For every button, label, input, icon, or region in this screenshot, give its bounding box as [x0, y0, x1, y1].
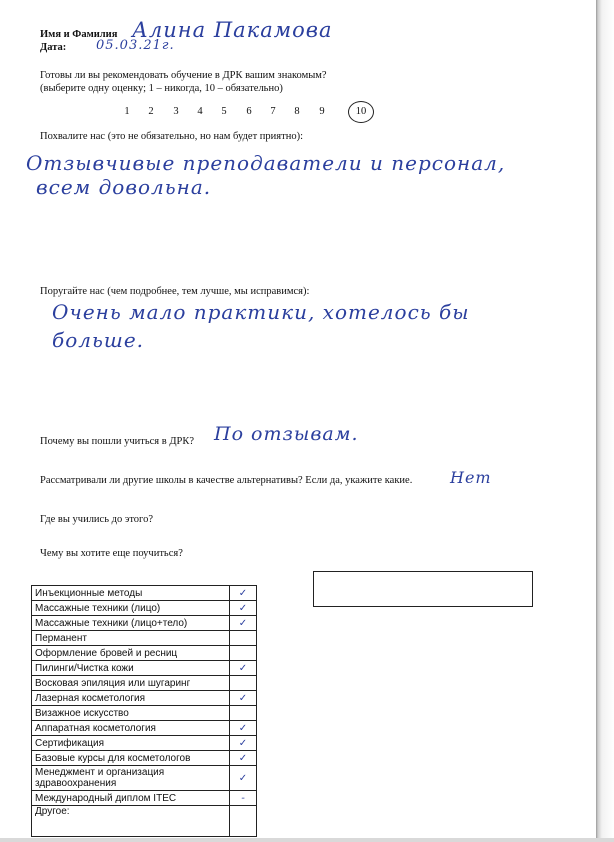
rating-option[interactable]: 10: [355, 106, 367, 117]
course-label: Восковая эпиляция или шугаринг: [32, 676, 230, 691]
course-checkbox[interactable]: [230, 646, 257, 661]
rating-option[interactable]: 9: [319, 106, 325, 117]
course-label: Сертификация: [32, 736, 230, 751]
course-checkbox[interactable]: ✓: [230, 601, 257, 616]
table-row: [32, 646, 257, 661]
table-row: [32, 766, 257, 791]
table-row: [32, 691, 257, 706]
table-row: [32, 586, 257, 601]
course-label: Инъекционные методы: [32, 586, 230, 601]
rating-option[interactable]: 3: [173, 106, 179, 117]
course-label: Массажные техники (лицо): [32, 601, 230, 616]
criticize-question: Поругайте нас (чем подробнее, тем лучше, мы исправимся):: [40, 286, 310, 297]
course-label: Базовые курсы для косметологов: [32, 751, 230, 766]
table-row: [32, 601, 257, 616]
table-row: [32, 791, 257, 806]
page-edge-shadow: [596, 0, 614, 842]
course-label: Международный диплом ITEC: [32, 791, 230, 806]
course-checkbox[interactable]: ✓: [230, 616, 257, 631]
courses-table: [31, 585, 257, 837]
course-label: Другое:: [32, 806, 230, 837]
rating-option[interactable]: 8: [294, 106, 300, 117]
praise-answer-line2: всем довольна.: [36, 175, 212, 199]
previous-question: Где вы учились до этого?: [40, 514, 154, 525]
praise-answer-line1: Отзывчивые преподаватели и персонал,: [26, 151, 506, 175]
course-label: Пилинги/Чистка кожи: [32, 661, 230, 676]
alternatives-answer: Нет: [450, 468, 492, 487]
name-value: Алина Пакамова: [132, 18, 333, 42]
table-row: [32, 806, 257, 837]
course-checkbox[interactable]: ✓: [230, 751, 257, 766]
recommend-question: Готовы ли вы рекомендовать обучение в ДРК вашим знакомым?: [40, 70, 327, 81]
course-label: Массажные техники (лицо+тело): [32, 616, 230, 631]
course-label: Перманент: [32, 631, 230, 646]
table-row: [32, 631, 257, 646]
rating-option[interactable]: 7: [270, 106, 276, 117]
course-checkbox[interactable]: [230, 676, 257, 691]
course-checkbox[interactable]: ✓: [230, 586, 257, 601]
course-checkbox[interactable]: ✓: [230, 661, 257, 676]
course-checkbox[interactable]: [230, 706, 257, 721]
recommend-hint: (выберите одну оценку; 1 – никогда, 10 – обязательно): [40, 83, 283, 94]
course-checkbox[interactable]: ✓: [230, 736, 257, 751]
rating-option[interactable]: 2: [148, 106, 154, 117]
date-label: Дата:: [40, 42, 67, 53]
course-checkbox[interactable]: -: [230, 791, 257, 806]
answer-box[interactable]: [313, 571, 533, 607]
table-row: [32, 616, 257, 631]
page-bottom-edge: [0, 838, 614, 842]
table-row: [32, 706, 257, 721]
course-label: Оформление бровей и ресниц: [32, 646, 230, 661]
table-row: [32, 751, 257, 766]
course-checkbox[interactable]: [230, 631, 257, 646]
criticize-answer-line1: Очень мало практики, хотелось бы: [52, 300, 470, 324]
date-value: 05.03.21г.: [96, 38, 175, 53]
table-row: [32, 676, 257, 691]
course-label: Визажное искусство: [32, 706, 230, 721]
name-label: Имя и Фамилия: [40, 29, 118, 40]
why-question: Почему вы пошли учиться в ДРК?: [40, 436, 194, 447]
rating-option[interactable]: 6: [246, 106, 252, 117]
course-label: Менеджмент и организация здравоохранения: [32, 766, 230, 791]
why-answer: По отзывам.: [214, 423, 359, 445]
criticize-answer-line2: больше.: [52, 328, 145, 352]
rating-option[interactable]: 5: [221, 106, 227, 117]
selected-rating-circle: [348, 101, 374, 123]
course-checkbox[interactable]: [230, 806, 257, 837]
course-label: Аппаратная косметология: [32, 721, 230, 736]
course-checkbox[interactable]: ✓: [230, 691, 257, 706]
table-row: [32, 661, 257, 676]
rating-option[interactable]: 4: [197, 106, 203, 117]
table-row: [32, 721, 257, 736]
course-checkbox[interactable]: ✓: [230, 766, 257, 791]
course-checkbox[interactable]: ✓: [230, 721, 257, 736]
praise-question: Похвалите нас (это не обязательно, но нам будет приятно):: [40, 131, 303, 142]
learn-more-question: Чему вы хотите еще поучиться?: [40, 548, 183, 559]
rating-scale: [120, 105, 380, 121]
rating-option[interactable]: 1: [124, 106, 130, 117]
table-row: [32, 736, 257, 751]
course-label: Лазерная косметология: [32, 691, 230, 706]
alternatives-question: Рассматривали ли другие школы в качестве альтернативы? Если да, укажите какие.: [40, 475, 413, 486]
